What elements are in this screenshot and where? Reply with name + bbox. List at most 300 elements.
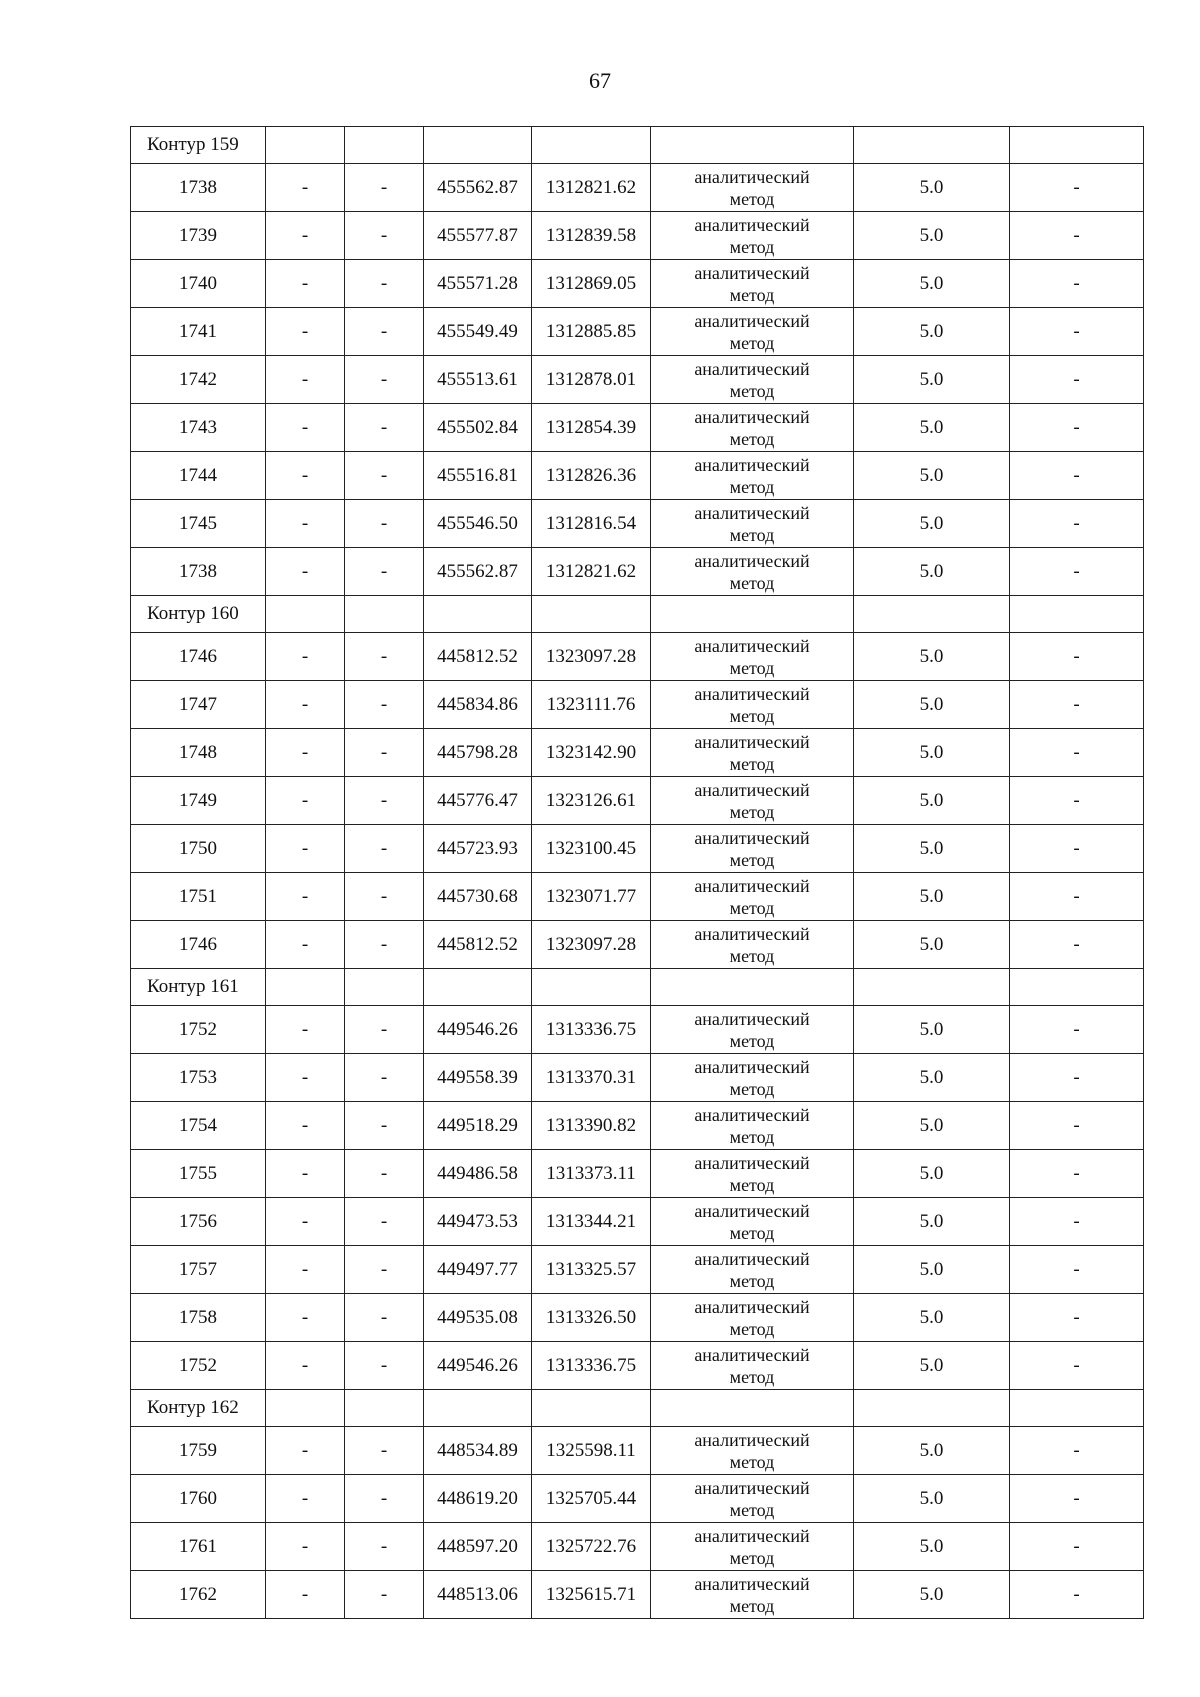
x-coordinate-cell: 455577.87: [424, 212, 532, 260]
dash-cell: -: [266, 1102, 345, 1150]
method-line-2: метод: [729, 1174, 775, 1195]
accuracy-cell: 5.0: [854, 777, 1010, 825]
dash-cell: -: [1010, 1523, 1144, 1571]
method-cell: [651, 260, 854, 308]
empty-cell: [1010, 127, 1144, 164]
point-number-cell: 1761: [131, 1523, 266, 1571]
empty-cell: [651, 969, 854, 1006]
method-line-2: метод: [729, 284, 775, 305]
dash-cell: -: [1010, 777, 1144, 825]
x-coordinate-cell: 448619.20: [424, 1475, 532, 1523]
method-line-1: аналитический: [694, 166, 810, 187]
table-row: [131, 1427, 1144, 1475]
method-line-1: аналитический: [694, 1573, 810, 1594]
y-coordinate-cell: 1312821.62: [532, 548, 651, 596]
x-coordinate-cell: 448534.89: [424, 1427, 532, 1475]
method-cell: [651, 1523, 854, 1571]
method-line-1: аналитический: [694, 1200, 810, 1221]
x-coordinate-cell: 455571.28: [424, 260, 532, 308]
empty-cell: [532, 1390, 651, 1427]
dash-cell: -: [345, 1523, 424, 1571]
dash-cell: -: [1010, 1102, 1144, 1150]
empty-cell: [854, 1390, 1010, 1427]
dash-cell: -: [1010, 1006, 1144, 1054]
method-line-2: метод: [729, 657, 775, 678]
method-line-2: метод: [729, 572, 775, 593]
method-line-1: аналитический: [694, 1104, 810, 1125]
method-line-2: метод: [729, 1595, 775, 1616]
point-number-cell: 1748: [131, 729, 266, 777]
y-coordinate-cell: 1312878.01: [532, 356, 651, 404]
method-cell: [651, 873, 854, 921]
accuracy-cell: 5.0: [854, 500, 1010, 548]
method-cell: [651, 500, 854, 548]
method-line-2: метод: [729, 801, 775, 822]
empty-cell: [651, 596, 854, 633]
dash-cell: -: [1010, 260, 1144, 308]
dash-cell: -: [345, 1571, 424, 1619]
x-coordinate-cell: 455549.49: [424, 308, 532, 356]
empty-cell: [424, 596, 532, 633]
dash-cell: -: [345, 356, 424, 404]
point-number-cell: 1738: [131, 548, 266, 596]
dash-cell: -: [1010, 1054, 1144, 1102]
dash-cell: -: [345, 1054, 424, 1102]
dash-cell: -: [1010, 1571, 1144, 1619]
y-coordinate-cell: 1312816.54: [532, 500, 651, 548]
method-line-1: аналитический: [694, 502, 810, 523]
dash-cell: -: [1010, 308, 1144, 356]
dash-cell: -: [266, 1475, 345, 1523]
table-row: [131, 1150, 1144, 1198]
accuracy-cell: 5.0: [854, 164, 1010, 212]
x-coordinate-cell: 449558.39: [424, 1054, 532, 1102]
dash-cell: -: [1010, 356, 1144, 404]
dash-cell: -: [266, 633, 345, 681]
method-line-2: метод: [729, 753, 775, 774]
table-row: [131, 873, 1144, 921]
dash-cell: -: [345, 1198, 424, 1246]
table-row: [131, 260, 1144, 308]
dash-cell: -: [345, 777, 424, 825]
empty-cell: [532, 596, 651, 633]
y-coordinate-cell: 1313336.75: [532, 1006, 651, 1054]
accuracy-cell: 5.0: [854, 1150, 1010, 1198]
empty-cell: [854, 127, 1010, 164]
method-line-1: аналитический: [694, 1056, 810, 1077]
method-line-2: метод: [729, 897, 775, 918]
method-cell: [651, 633, 854, 681]
accuracy-cell: 5.0: [854, 1342, 1010, 1390]
dash-cell: -: [1010, 1198, 1144, 1246]
x-coordinate-cell: 449518.29: [424, 1102, 532, 1150]
dash-cell: -: [345, 1475, 424, 1523]
method-cell: [651, 1006, 854, 1054]
dash-cell: -: [1010, 1342, 1144, 1390]
y-coordinate-cell: 1325705.44: [532, 1475, 651, 1523]
dash-cell: -: [1010, 1475, 1144, 1523]
empty-cell: [532, 127, 651, 164]
x-coordinate-cell: 445834.86: [424, 681, 532, 729]
y-coordinate-cell: 1325722.76: [532, 1523, 651, 1571]
empty-cell: [345, 1390, 424, 1427]
dash-cell: -: [266, 356, 345, 404]
method-line-2: метод: [729, 1030, 775, 1051]
accuracy-cell: 5.0: [854, 1054, 1010, 1102]
method-line-2: метод: [729, 524, 775, 545]
y-coordinate-cell: 1312854.39: [532, 404, 651, 452]
dash-cell: -: [1010, 404, 1144, 452]
method-cell: [651, 1246, 854, 1294]
dash-cell: -: [345, 1006, 424, 1054]
x-coordinate-cell: 455546.50: [424, 500, 532, 548]
table-row: [131, 1571, 1144, 1619]
dash-cell: -: [1010, 452, 1144, 500]
point-number-cell: 1751: [131, 873, 266, 921]
method-line-1: аналитический: [694, 1525, 810, 1546]
x-coordinate-cell: 449497.77: [424, 1246, 532, 1294]
method-line-1: аналитический: [694, 1429, 810, 1450]
dash-cell: -: [345, 452, 424, 500]
dash-cell: -: [345, 500, 424, 548]
method-line-1: аналитический: [694, 550, 810, 571]
accuracy-cell: 5.0: [854, 825, 1010, 873]
x-coordinate-cell: 448597.20: [424, 1523, 532, 1571]
accuracy-cell: 5.0: [854, 212, 1010, 260]
table-row: [131, 1102, 1144, 1150]
method-cell: [651, 921, 854, 969]
method-line-1: аналитический: [694, 779, 810, 800]
accuracy-cell: 5.0: [854, 548, 1010, 596]
table-row: [131, 308, 1144, 356]
x-coordinate-cell: 455513.61: [424, 356, 532, 404]
method-line-2: метод: [729, 1126, 775, 1147]
method-cell: [651, 452, 854, 500]
point-number-cell: 1739: [131, 212, 266, 260]
accuracy-cell: 5.0: [854, 356, 1010, 404]
point-number-cell: 1762: [131, 1571, 266, 1619]
method-line-1: аналитический: [694, 1248, 810, 1269]
dash-cell: -: [1010, 729, 1144, 777]
y-coordinate-cell: 1313325.57: [532, 1246, 651, 1294]
y-coordinate-cell: 1312885.85: [532, 308, 651, 356]
empty-cell: [345, 127, 424, 164]
dash-cell: -: [1010, 825, 1144, 873]
dash-cell: -: [345, 1102, 424, 1150]
dash-cell: -: [345, 308, 424, 356]
method-line-2: метод: [729, 1078, 775, 1099]
accuracy-cell: 5.0: [854, 729, 1010, 777]
method-cell: [651, 825, 854, 873]
method-line-2: метод: [729, 332, 775, 353]
method-cell: [651, 404, 854, 452]
y-coordinate-cell: 1312821.62: [532, 164, 651, 212]
dash-cell: -: [1010, 921, 1144, 969]
dash-cell: -: [1010, 548, 1144, 596]
contour-title: Контур 160: [131, 596, 266, 633]
accuracy-cell: 5.0: [854, 1102, 1010, 1150]
point-number-cell: 1757: [131, 1246, 266, 1294]
method-line-2: метод: [729, 1270, 775, 1291]
x-coordinate-cell: 449473.53: [424, 1198, 532, 1246]
method-cell: [651, 548, 854, 596]
empty-cell: [266, 596, 345, 633]
method-cell: [651, 1294, 854, 1342]
table-body: [131, 127, 1144, 1619]
method-line-1: аналитический: [694, 875, 810, 896]
accuracy-cell: 5.0: [854, 260, 1010, 308]
table-row: [131, 404, 1144, 452]
dash-cell: -: [345, 921, 424, 969]
x-coordinate-cell: 445812.52: [424, 633, 532, 681]
accuracy-cell: 5.0: [854, 1246, 1010, 1294]
y-coordinate-cell: 1323071.77: [532, 873, 651, 921]
dash-cell: -: [266, 1150, 345, 1198]
dash-cell: -: [266, 548, 345, 596]
point-number-cell: 1758: [131, 1294, 266, 1342]
table-row: [131, 212, 1144, 260]
method-line-1: аналитический: [694, 827, 810, 848]
method-line-1: аналитический: [694, 214, 810, 235]
point-number-cell: 1754: [131, 1102, 266, 1150]
y-coordinate-cell: 1323097.28: [532, 633, 651, 681]
dash-cell: -: [266, 873, 345, 921]
empty-cell: [424, 969, 532, 1006]
method-line-1: аналитический: [694, 358, 810, 379]
dash-cell: -: [266, 260, 345, 308]
point-number-cell: 1755: [131, 1150, 266, 1198]
y-coordinate-cell: 1312839.58: [532, 212, 651, 260]
point-number-cell: 1750: [131, 825, 266, 873]
method-cell: [651, 1342, 854, 1390]
accuracy-cell: 5.0: [854, 1198, 1010, 1246]
dash-cell: -: [1010, 1246, 1144, 1294]
dash-cell: -: [266, 308, 345, 356]
dash-cell: -: [266, 1523, 345, 1571]
dash-cell: -: [266, 1571, 345, 1619]
table-row: [131, 452, 1144, 500]
x-coordinate-cell: 445776.47: [424, 777, 532, 825]
dash-cell: -: [345, 404, 424, 452]
accuracy-cell: 5.0: [854, 921, 1010, 969]
dash-cell: -: [266, 729, 345, 777]
dash-cell: -: [1010, 681, 1144, 729]
accuracy-cell: 5.0: [854, 873, 1010, 921]
dash-cell: -: [266, 1006, 345, 1054]
table-row: [131, 1294, 1144, 1342]
accuracy-cell: 5.0: [854, 452, 1010, 500]
x-coordinate-cell: 449546.26: [424, 1006, 532, 1054]
empty-cell: [651, 127, 854, 164]
accuracy-cell: 5.0: [854, 1571, 1010, 1619]
dash-cell: -: [345, 729, 424, 777]
x-coordinate-cell: 445812.52: [424, 921, 532, 969]
method-cell: [651, 164, 854, 212]
y-coordinate-cell: 1313390.82: [532, 1102, 651, 1150]
method-line-2: метод: [729, 380, 775, 401]
y-coordinate-cell: 1313370.31: [532, 1054, 651, 1102]
point-number-cell: 1746: [131, 633, 266, 681]
method-cell: [651, 681, 854, 729]
y-coordinate-cell: 1313326.50: [532, 1294, 651, 1342]
method-line-1: аналитический: [694, 1477, 810, 1498]
x-coordinate-cell: 455502.84: [424, 404, 532, 452]
x-coordinate-cell: 449486.58: [424, 1150, 532, 1198]
empty-cell: [1010, 1390, 1144, 1427]
dash-cell: -: [266, 777, 345, 825]
y-coordinate-cell: 1313373.11: [532, 1150, 651, 1198]
method-line-2: метод: [729, 1547, 775, 1568]
method-line-2: метод: [729, 188, 775, 209]
table-row: [131, 681, 1144, 729]
y-coordinate-cell: 1325598.11: [532, 1427, 651, 1475]
dash-cell: -: [345, 873, 424, 921]
dash-cell: -: [266, 1054, 345, 1102]
method-line-1: аналитический: [694, 1008, 810, 1029]
method-cell: [651, 1571, 854, 1619]
point-number-cell: 1749: [131, 777, 266, 825]
table-row: [131, 777, 1144, 825]
x-coordinate-cell: 449546.26: [424, 1342, 532, 1390]
empty-cell: [345, 969, 424, 1006]
y-coordinate-cell: 1323126.61: [532, 777, 651, 825]
table-row: [131, 1475, 1144, 1523]
dash-cell: -: [1010, 873, 1144, 921]
method-cell: [651, 1102, 854, 1150]
method-line-1: аналитический: [694, 406, 810, 427]
table-row: [131, 500, 1144, 548]
contour-title: Контур 161: [131, 969, 266, 1006]
table-row: [131, 921, 1144, 969]
empty-cell: [651, 1390, 854, 1427]
contour-title: Контур 162: [131, 1390, 266, 1427]
table-row: [131, 356, 1144, 404]
point-number-cell: 1744: [131, 452, 266, 500]
y-coordinate-cell: 1312869.05: [532, 260, 651, 308]
accuracy-cell: 5.0: [854, 633, 1010, 681]
empty-cell: [424, 1390, 532, 1427]
dash-cell: -: [345, 825, 424, 873]
dash-cell: -: [345, 1246, 424, 1294]
page-number: 67: [589, 68, 611, 93]
empty-cell: [854, 596, 1010, 633]
dash-cell: -: [1010, 1294, 1144, 1342]
dash-cell: -: [345, 1342, 424, 1390]
empty-cell: [345, 596, 424, 633]
method-cell: [651, 1150, 854, 1198]
dash-cell: -: [345, 1294, 424, 1342]
empty-cell: [266, 127, 345, 164]
point-number-cell: 1752: [131, 1342, 266, 1390]
dash-cell: -: [345, 548, 424, 596]
method-cell: [651, 212, 854, 260]
dash-cell: -: [266, 164, 345, 212]
accuracy-cell: 5.0: [854, 1006, 1010, 1054]
accuracy-cell: 5.0: [854, 308, 1010, 356]
contour-header-row: [131, 969, 1144, 1006]
y-coordinate-cell: 1313336.75: [532, 1342, 651, 1390]
method-line-2: метод: [729, 1451, 775, 1472]
table-row: [131, 1523, 1144, 1571]
table-row: [131, 1342, 1144, 1390]
method-line-1: аналитический: [694, 923, 810, 944]
dash-cell: -: [266, 1294, 345, 1342]
point-number-cell: 1741: [131, 308, 266, 356]
method-line-2: метод: [729, 1318, 775, 1339]
accuracy-cell: 5.0: [854, 1294, 1010, 1342]
y-coordinate-cell: 1323100.45: [532, 825, 651, 873]
dash-cell: -: [266, 452, 345, 500]
table-row: [131, 548, 1144, 596]
method-line-2: метод: [729, 849, 775, 870]
table-row: [131, 1006, 1144, 1054]
x-coordinate-cell: 445730.68: [424, 873, 532, 921]
dash-cell: -: [1010, 1427, 1144, 1475]
dash-cell: -: [1010, 164, 1144, 212]
method-line-2: метод: [729, 945, 775, 966]
point-number-cell: 1740: [131, 260, 266, 308]
method-line-1: аналитический: [694, 731, 810, 752]
dash-cell: -: [266, 1427, 345, 1475]
coordinates-table: [130, 126, 1144, 1619]
dash-cell: -: [266, 825, 345, 873]
method-line-1: аналитический: [694, 310, 810, 331]
x-coordinate-cell: 445723.93: [424, 825, 532, 873]
point-number-cell: 1738: [131, 164, 266, 212]
y-coordinate-cell: 1323097.28: [532, 921, 651, 969]
empty-cell: [854, 969, 1010, 1006]
point-number-cell: 1752: [131, 1006, 266, 1054]
method-line-2: метод: [729, 705, 775, 726]
dash-cell: -: [345, 681, 424, 729]
accuracy-cell: 5.0: [854, 681, 1010, 729]
method-line-1: аналитический: [694, 262, 810, 283]
table-row: [131, 729, 1144, 777]
method-cell: [651, 1427, 854, 1475]
empty-cell: [266, 1390, 345, 1427]
table-row: [131, 1198, 1144, 1246]
method-cell: [651, 1198, 854, 1246]
empty-cell: [1010, 596, 1144, 633]
empty-cell: [532, 969, 651, 1006]
accuracy-cell: 5.0: [854, 1523, 1010, 1571]
method-line-1: аналитический: [694, 1344, 810, 1365]
point-number-cell: 1742: [131, 356, 266, 404]
contour-header-row: [131, 1390, 1144, 1427]
method-cell: [651, 777, 854, 825]
dash-cell: -: [345, 1427, 424, 1475]
empty-cell: [424, 127, 532, 164]
dash-cell: -: [345, 164, 424, 212]
y-coordinate-cell: 1313344.21: [532, 1198, 651, 1246]
dash-cell: -: [266, 681, 345, 729]
dash-cell: -: [266, 1198, 345, 1246]
method-line-2: метод: [729, 1499, 775, 1520]
x-coordinate-cell: 449535.08: [424, 1294, 532, 1342]
y-coordinate-cell: 1323142.90: [532, 729, 651, 777]
dash-cell: -: [345, 212, 424, 260]
method-line-2: метод: [729, 428, 775, 449]
accuracy-cell: 5.0: [854, 404, 1010, 452]
method-line-2: метод: [729, 236, 775, 257]
method-cell: [651, 1475, 854, 1523]
contour-title: Контур 159: [131, 127, 266, 164]
method-cell: [651, 356, 854, 404]
empty-cell: [1010, 969, 1144, 1006]
method-line-1: аналитический: [694, 1296, 810, 1317]
empty-cell: [266, 969, 345, 1006]
table-row: [131, 1246, 1144, 1294]
